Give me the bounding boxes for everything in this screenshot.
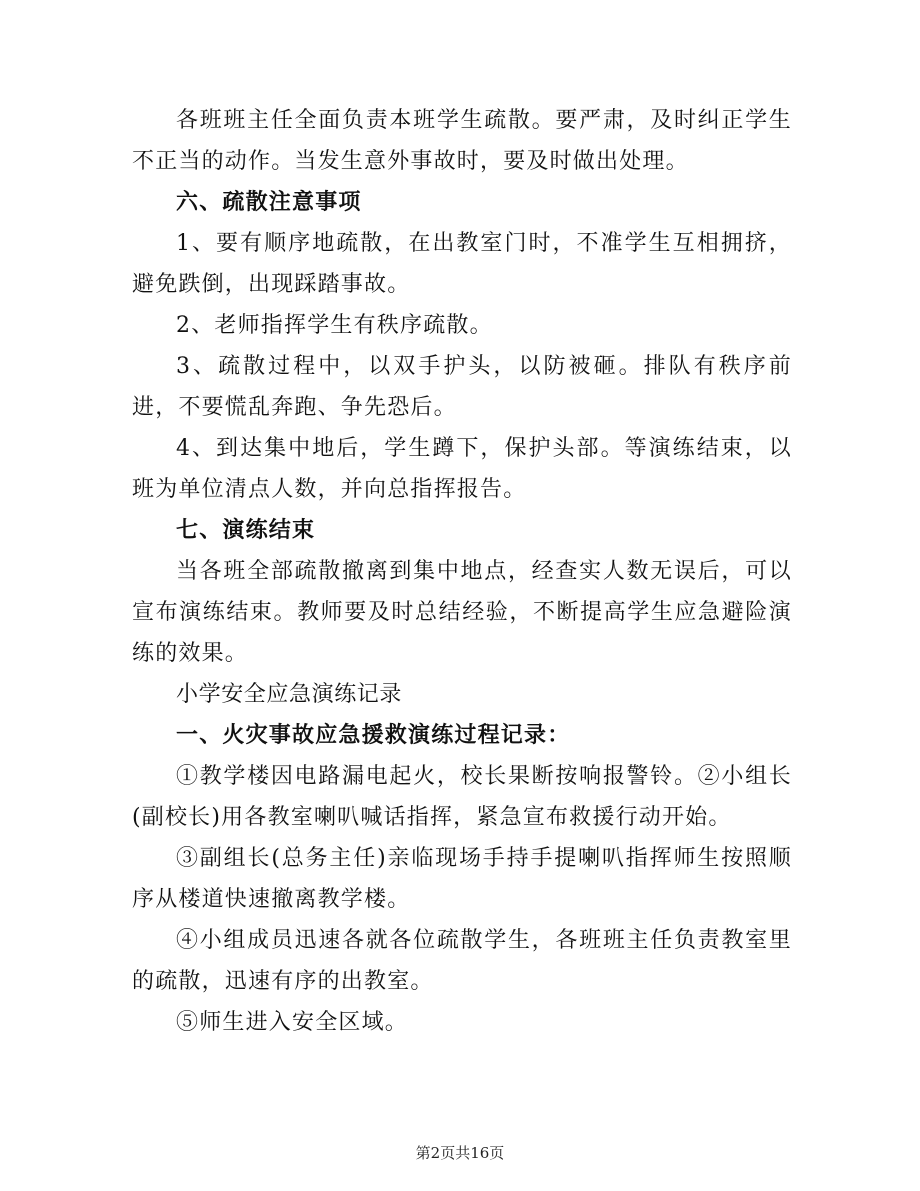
paragraph: 各班班主任全面负责本班学生疏散。要严肃，及时纠正学生不正当的动作。当发生意外事故时，要及时做出处理。	[132, 108, 792, 174]
section-heading: 一、火灾事故应急援救演练过程记录：	[176, 722, 571, 748]
paragraph: 1、要有顺序地疏散，在出教室门时，不准学生互相拥挤，避免跌倒，出现踩踏事故。	[132, 231, 792, 297]
document-body	[132, 100, 792, 1043]
paragraph: 当各班全部疏散撤离到集中地点，经查实人数无误后，可以宣布演练结束。教师要及时总结经验，不断提高学生应急避险演练的效果。	[132, 559, 792, 666]
section-heading: 六、疏散注意事项	[176, 189, 362, 215]
section-heading: 七、演练结束	[176, 517, 316, 543]
paragraph: 4、到达集中地后，学生蹲下，保护头部。等演练结束，以班为单位清点人数，并向总指挥报告。	[132, 436, 792, 502]
paragraph: 2、老师指挥学生有秩序疏散。	[176, 313, 493, 338]
page-footer: 第2页共16页	[415, 1144, 505, 1162]
paragraph: 3、疏散过程中，以双手护头，以防被砸。排队有秩序前进，不要慌乱奔跑、争先恐后。	[132, 354, 792, 420]
document-subtitle: 小学安全应急演练记录	[176, 682, 403, 707]
paragraph: ⑤师生进入安全区域。	[176, 1010, 409, 1035]
paragraph: ④小组成员迅速各就各位疏散学生，各班班主任负责教室里的疏散，迅速有序的出教室。	[132, 928, 792, 994]
paragraph: ①教学楼因电路漏电起火，校长果断按响报警铃。②小组长(副校长)用各教室喇叭喊话指挥，紧急宣布救援行动开始。	[132, 764, 792, 830]
paragraph: ③副组长(总务主任)亲临现场手持手提喇叭指挥师生按照顺序从楼道快速撤离教学楼。	[132, 846, 792, 912]
